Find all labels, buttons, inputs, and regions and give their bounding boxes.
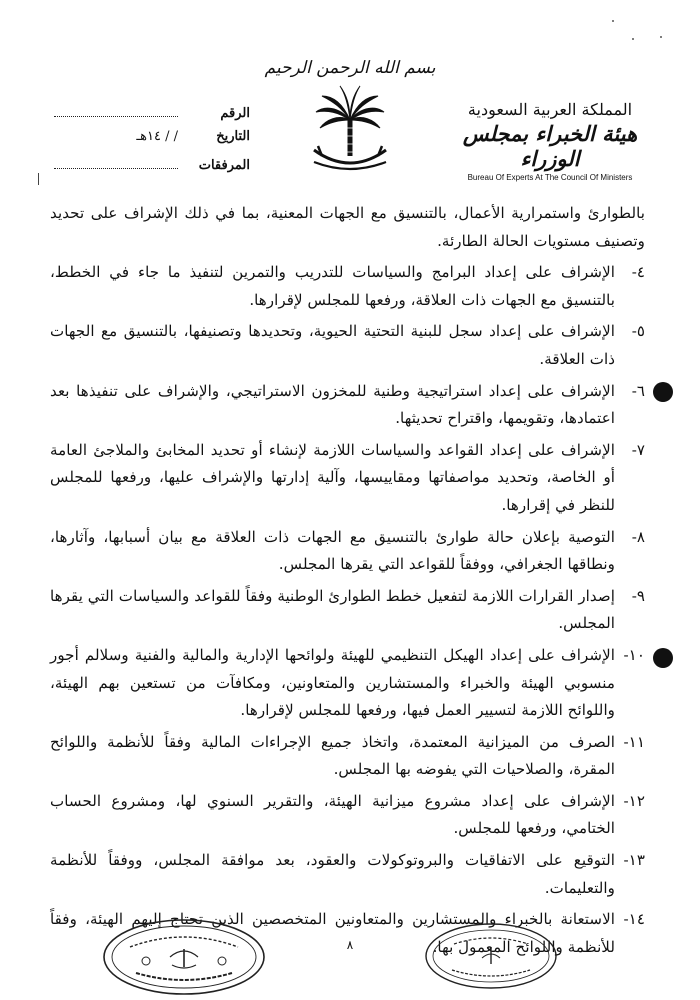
- item-text: الإشراف على إعداد مشروع ميزانية الهيئة، والتقرير السنوي لها، ومشروع الحساب الختامي، ورفعها للمجلس.: [50, 791, 615, 838]
- margin-tick-mark: [38, 173, 39, 185]
- item-number: ١٢-: [623, 791, 645, 810]
- item-text: الإشراف على إعداد سجل للبنية التحتية الحيوية، وتحديدها وتصنيفها، بالتنسيق مع الجهات ذات العلاقة.: [50, 322, 615, 368]
- list-item: [50, 729, 645, 784]
- org-name-kingdom: المملكة العربية السعودية: [467, 100, 633, 119]
- list-item: [50, 583, 645, 638]
- basmala: بسم الله الرحمن الرحيم: [264, 58, 436, 78]
- item-number: ١٠-: [623, 645, 645, 664]
- org-name-bureau: هيئة الخبراء بمجلس الوزراء: [462, 121, 638, 171]
- item-number: ٥-: [631, 322, 645, 341]
- council-secretariat-stamp: [422, 920, 560, 992]
- continuation-paragraph: بالطوارئ واستمرارية الأعمال، بالتنسيق مع الجهات المعنية، بما في ذلك الإشراف على تحديد وتصنيف مستويات الحالة الطارئة.: [50, 204, 645, 250]
- date-label: التاريخ: [216, 129, 250, 144]
- ref-number-row: [50, 103, 250, 129]
- official-seal-stamp: [100, 917, 268, 997]
- item-number: ٨-: [631, 527, 645, 546]
- item-text: الإشراف على إعداد البرامج والسياسات للتدريب والتمرين لتنفيذ ما جاء في الخطط، بالتنسيق مع الجهات ذات العلاقة، ورفعها للمجلس لإقرارها.: [50, 263, 615, 309]
- speck-mark: [612, 20, 614, 22]
- item-number: ٩-: [631, 586, 645, 605]
- list-item: [50, 524, 645, 579]
- item-number: ١١-: [623, 732, 645, 751]
- list-item: [50, 788, 645, 843]
- date-value: / / ١٤هـ: [136, 129, 178, 144]
- attachments-line: [54, 155, 178, 169]
- list-item: [50, 847, 645, 902]
- reference-fields: [50, 103, 250, 181]
- item-text: التوصية بإعلان حالة طوارئ بالتنسيق مع الجهات ذات العلاقة مع بيان أسبابها، وآثارها، ونطاقها الجغرافي، ووفقاً للقواعد التي يقرها المجلس.: [50, 527, 615, 574]
- list-item: [50, 259, 645, 314]
- document-body: [50, 200, 645, 965]
- item-text: إصدار القرارات اللازمة لتفعيل خطط الطوارئ الوطنية وفقاً للقواعد والسياسات التي يقرها المجلس.: [50, 586, 615, 633]
- org-name-english: Bureau Of Experts At The Council Of Ministers: [467, 173, 633, 182]
- punch-hole-dot: [653, 382, 673, 402]
- list-item: [50, 437, 645, 520]
- item-text: الاستعانة بالخبراء والمستشارين والمتعاونين المتخصصين الذين تحتاج إليهم الهيئة، وفقاً للأنظمة واللوائح المعمول بها.: [50, 910, 615, 956]
- item-number: ١٤-: [623, 910, 645, 929]
- ref-number-label: الرقم: [220, 106, 250, 121]
- organization-letterhead: [450, 100, 650, 182]
- item-number: ٦-: [631, 381, 645, 400]
- ref-number-line: [54, 103, 178, 117]
- speck-mark: [632, 38, 634, 40]
- page-number: ٨: [346, 938, 354, 952]
- list-item: [50, 642, 645, 725]
- item-text: الصرف من الميزانية المعتمدة، واتخاذ جميع الإجراءات المالية وفقاً للأنظمة واللوائح المقرة، والصلاحيات التي يفوضه بها المجلس.: [50, 732, 615, 779]
- list-item: [50, 318, 645, 373]
- attachments-row: [50, 155, 250, 181]
- item-number: ٤-: [631, 263, 645, 282]
- punch-hole-dot: [653, 648, 673, 668]
- attachments-label: المرفقات: [198, 158, 250, 173]
- speck-mark: [660, 36, 662, 38]
- date-row: [50, 129, 250, 155]
- list-item: [50, 378, 645, 433]
- item-text: الإشراف على إعداد استراتيجية وطنية للمخزون الاستراتيجي، والإشراف على تنفيذها بعد اعتمادها، وتقويمها، واقتراح تحديثها.: [50, 381, 615, 428]
- item-number: ٧-: [631, 440, 645, 459]
- item-text: التوقيع على الاتفاقيات والبروتوكولات والعقود، بعد موافقة المجلس، ووفقاً للأنظمة والتعليمات.: [50, 851, 615, 897]
- item-text: الإشراف على إعداد الهيكل التنظيمي للهيئة ولوائحها الإدارية والمالية والفنية وسلالم أجور منسوبي الهيئة والخبراء والمستشارين والمتعاونين، ومكافآت من تستعين بهم الهيئة، واللوائح اللازمة لتسيير العمل فيها، ورفعها للمجلس لإقرارها.: [50, 645, 615, 720]
- palm-and-swords-emblem: [308, 84, 392, 174]
- item-text: الإشراف على إعداد القواعد والسياسات اللازمة لإنشاء أو تحديد المخابئ والملاجئ العامة أو الخاصة، وتحديد مواصفاتها ومقاييسها، وآلية إدارتها والإشراف عليها، ورفعها للمجلس للنظر في إقرارها.: [50, 440, 615, 514]
- item-number: ١٣-: [623, 851, 645, 870]
